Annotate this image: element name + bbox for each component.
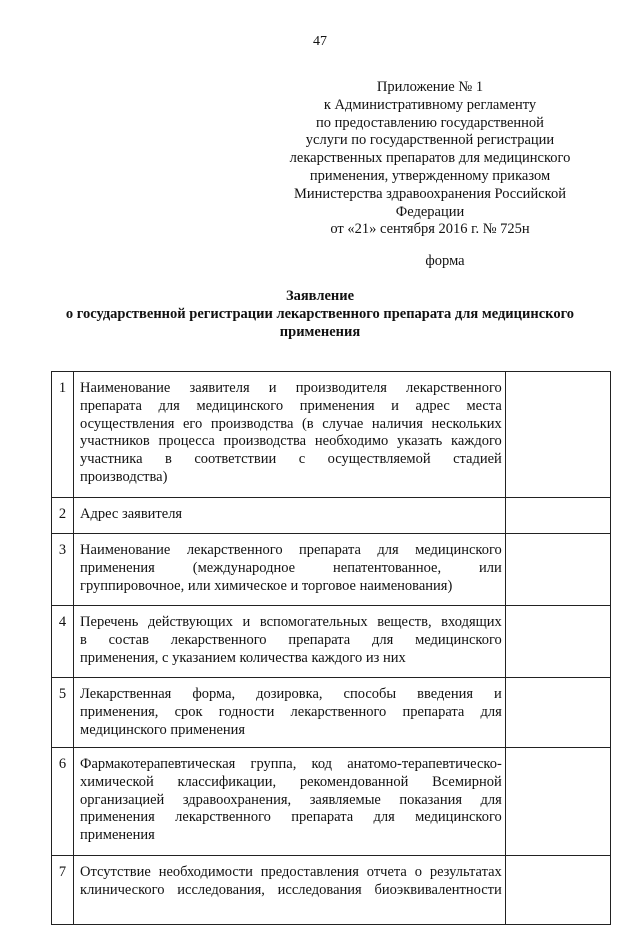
row-label-line: участника в соответствии с осуществляемой стадией (80, 451, 502, 468)
table-row (52, 534, 611, 606)
row-value-cell[interactable] (505, 372, 610, 498)
row-value-cell[interactable] (505, 856, 610, 925)
row-number: 6 (52, 748, 74, 856)
row-number: 5 (52, 678, 74, 748)
row-number: 4 (52, 606, 74, 678)
row-label-line: применения лекарственного препарата для медицинского (80, 809, 502, 826)
row-label-line: Перечень действующих и вспомогательных веществ, входящих (80, 614, 502, 630)
row-value-cell[interactable] (505, 678, 610, 748)
row-label-line: применения (80, 827, 155, 844)
row-label-cell (74, 678, 506, 748)
row-label-line: Наименование заявителя и производителя лекарственного (80, 380, 502, 396)
row-label-cell (74, 856, 506, 925)
table-row (52, 372, 611, 498)
row-label-cell (74, 606, 506, 678)
table-row (52, 856, 611, 925)
annex-line: Приложение № 1 (376, 79, 484, 95)
annex-line: Министерства здравоохранения Российской (294, 185, 566, 202)
row-label-line: Лекарственная форма, дозировка, способы введения и (80, 686, 502, 702)
title-line: применения (279, 323, 361, 340)
table-row (52, 678, 611, 748)
row-label-line: в состав лекарственного препарата для медицинского (80, 631, 502, 648)
row-number: 1 (52, 372, 74, 498)
page-number: 47 (313, 34, 327, 49)
row-label-line: препарата для медицинского применения и адрес места (80, 397, 502, 414)
row-label-line: химической классификации, рекомендованной Всемирной (80, 773, 502, 790)
row-label-line: организацией здравоохранения, заявляемые показания для (80, 791, 502, 808)
row-number: 7 (52, 856, 74, 925)
row-label-cell (74, 498, 506, 534)
row-label-cell (74, 534, 506, 606)
row-label-line: Отсутствие необходимости предоставления отчета о результатах (80, 864, 502, 880)
row-number: 3 (52, 534, 74, 606)
table-row (52, 748, 611, 856)
row-label-line: применения, срок годности лекарственного препарата для (80, 703, 502, 720)
title-line: о государственной регистрации лекарственного препарата для медицинского (65, 305, 575, 322)
row-number: 2 (52, 498, 74, 534)
row-label-line: применения (международное непатентованное, или (80, 559, 502, 576)
document-title (40, 288, 600, 341)
row-label-line: осуществления его производства (в случае наличия нескольких (80, 415, 502, 432)
row-label-line: производства) (80, 468, 168, 485)
annex-line: лекарственных препаратов для медицинского (289, 150, 571, 167)
row-value-cell[interactable] (505, 534, 610, 606)
row-label-line: Адрес заявителя (80, 506, 183, 522)
row-label-line: медицинского применения (80, 721, 246, 738)
row-label-line: группировочное, или химическое и торговое наименования) (80, 577, 453, 594)
row-label-cell (74, 748, 506, 856)
row-label-line: клинического исследования, исследования биоэквивалентности (80, 881, 502, 898)
row-value-cell[interactable] (505, 748, 610, 856)
row-label-line: применения, с указанием количества каждого из них (80, 649, 406, 666)
table-row (52, 498, 611, 534)
table-row (52, 606, 611, 678)
row-label-line: Фармакотерапевтическая группа, код анатомо-терапевтическо- (80, 756, 502, 772)
row-value-cell[interactable] (505, 606, 610, 678)
application-form-table (51, 371, 611, 925)
row-value-cell[interactable] (505, 498, 610, 534)
annex-line: от «21» сентября 2016 г. № 725н (330, 221, 530, 238)
row-label-line: участников процесса производства необходимо указать каждого (80, 433, 502, 450)
form-label: форма (425, 253, 465, 269)
annex-line: применения, утвержденному приказом (309, 167, 551, 184)
annex-line: по предоставлению государственной (316, 114, 544, 131)
annex-line: услуги по государственной регистрации (305, 132, 555, 149)
annex-line: к Административному регламенту (323, 96, 537, 113)
annex-line: Федерации (395, 203, 465, 220)
row-label-cell (74, 372, 506, 498)
annex-header (280, 79, 580, 239)
title-line: Заявление (285, 288, 355, 304)
row-label-line: Наименование лекарственного препарата для медицинского (80, 542, 502, 558)
